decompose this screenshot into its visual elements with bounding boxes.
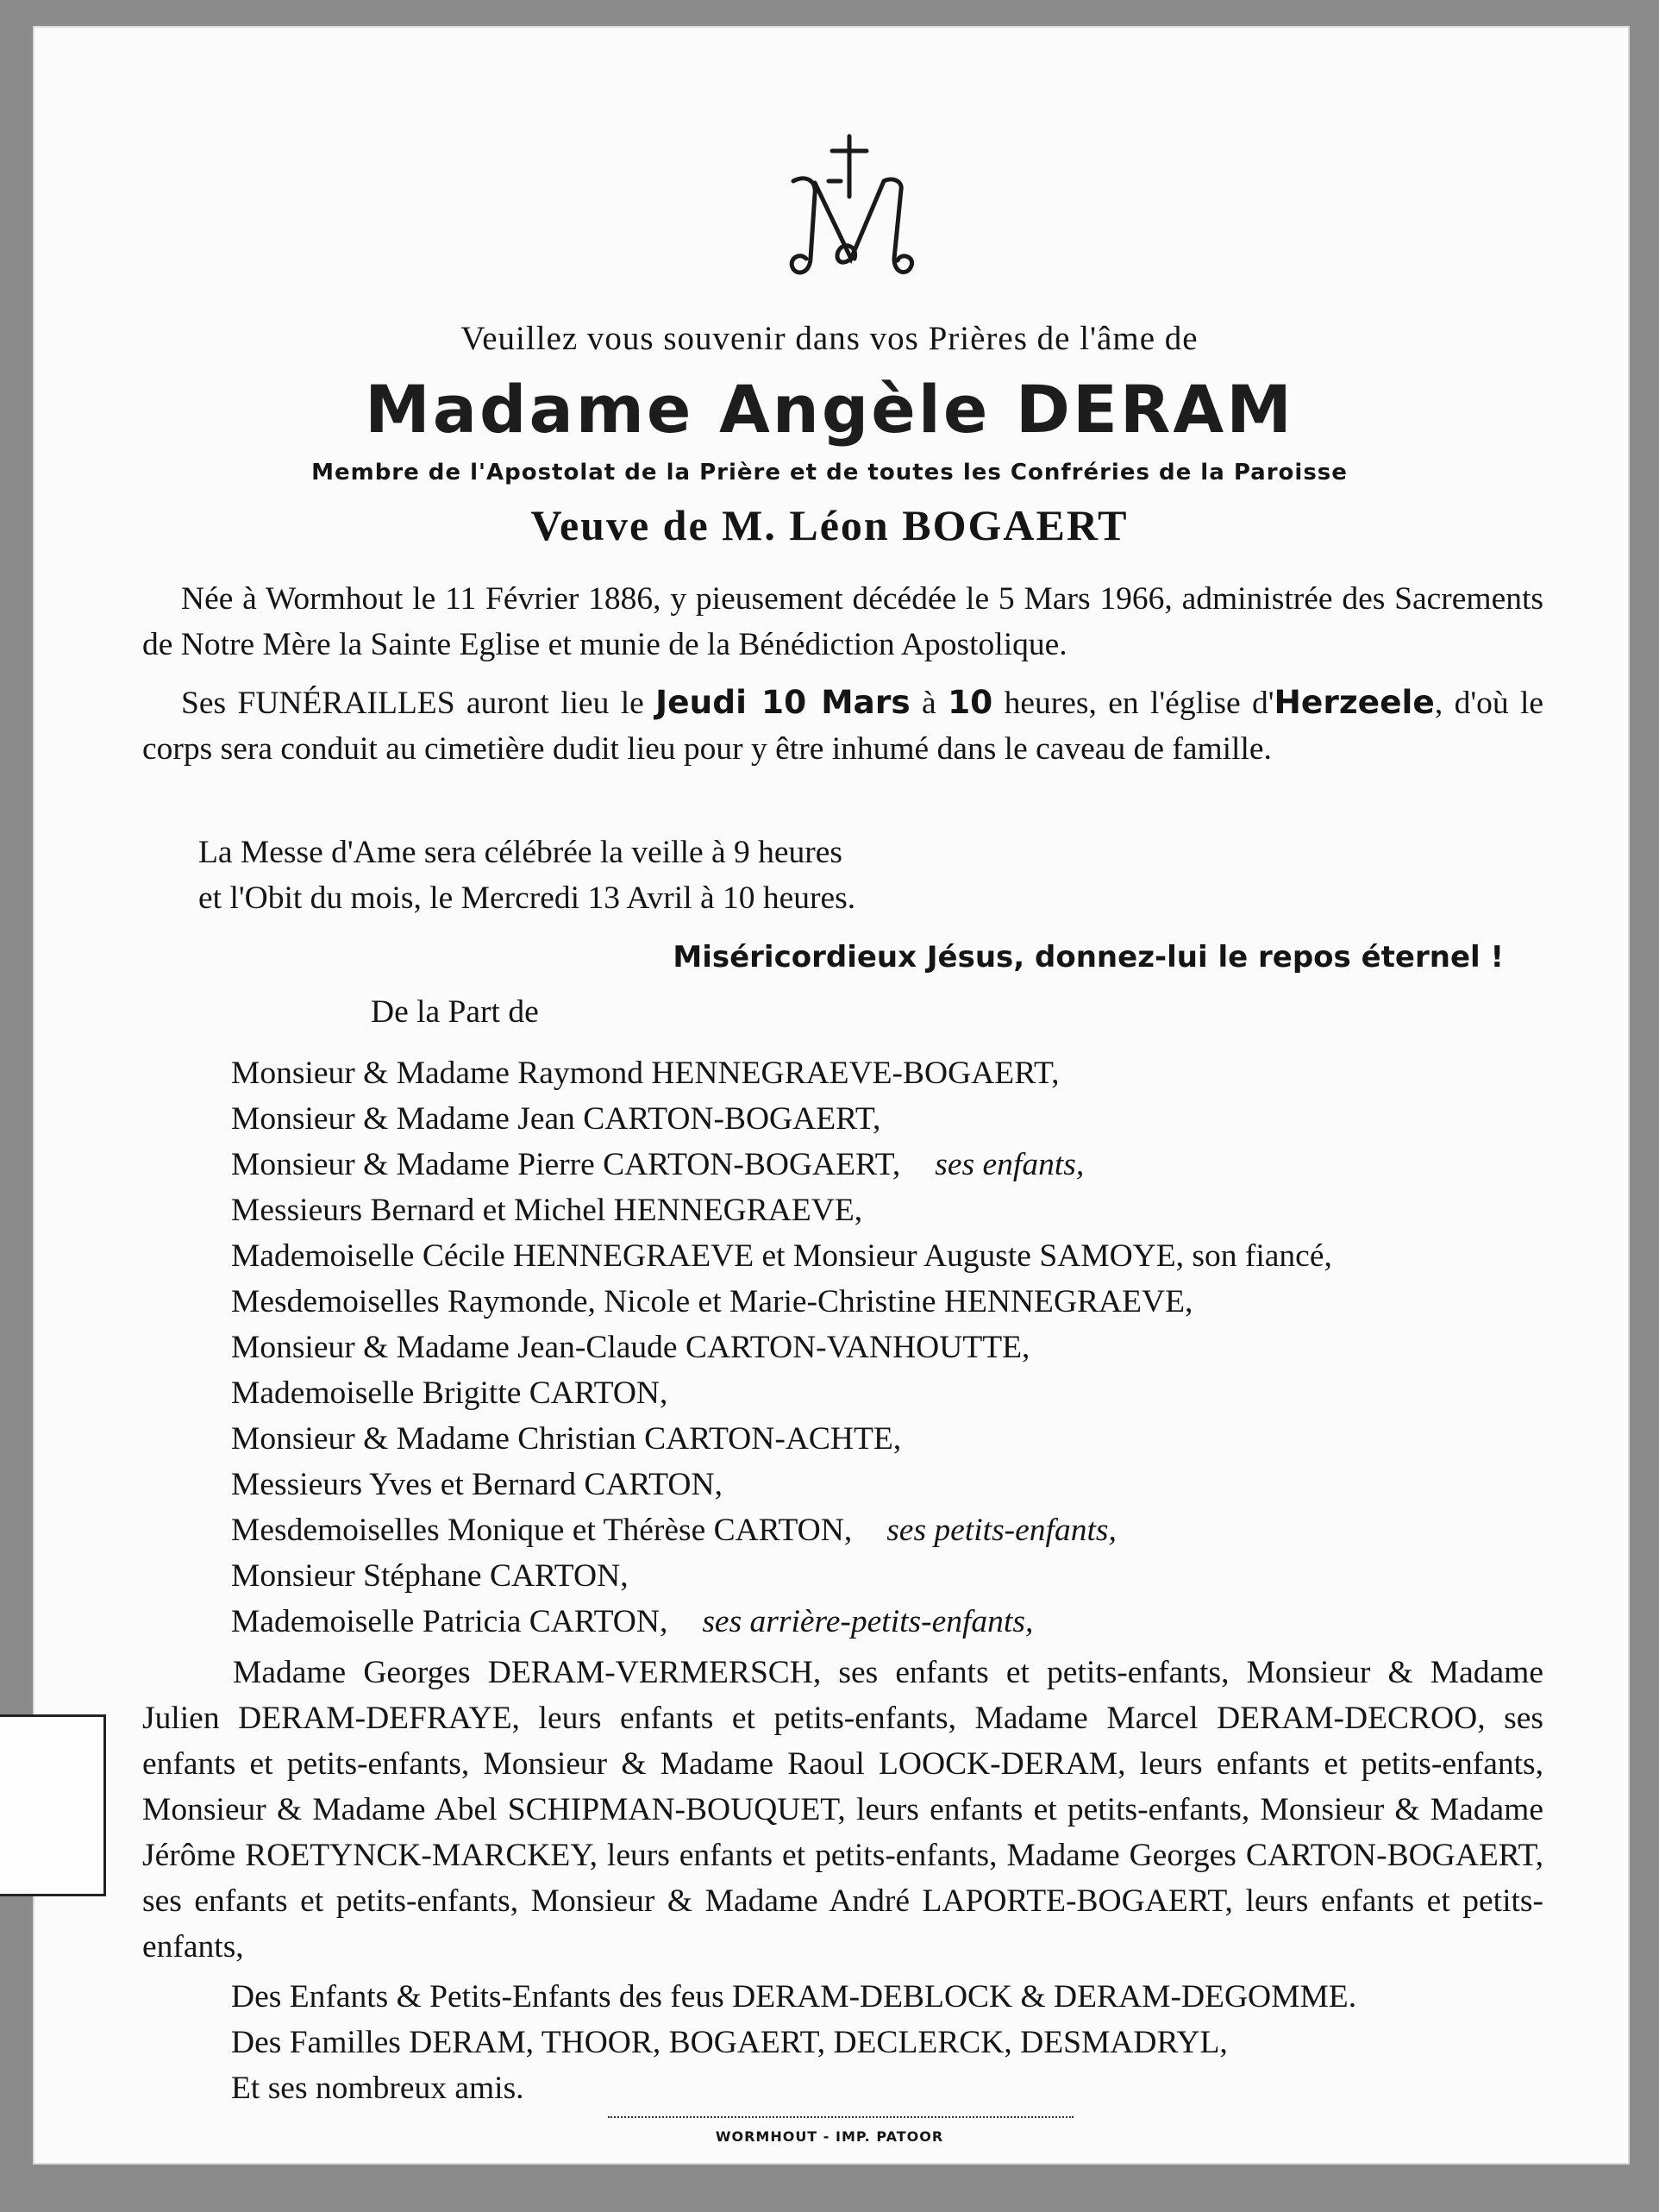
closing-line: Des Familles DERAM, THOOR, BOGAERT, DECLERCK, DESMADRYL, xyxy=(231,2025,1228,2060)
family-line: Messieurs Bernard et Michel HENNEGRAEVE, xyxy=(231,1193,863,1228)
prayer-line: Miséricordieux Jésus, donnez-lui le repos éternel ! xyxy=(673,940,1504,974)
funeral-text: Ses FUNÉRAILLES auront lieu le xyxy=(181,686,644,721)
funeral-text: , d'où le corps sera conduit au cimetière dudit lieu pour y être inhumé dans le caveau de famille. xyxy=(142,686,1544,767)
family-name: Mesdemoiselles Monique et Thérèse CARTON, xyxy=(231,1513,853,1548)
extended-family-paragraph: Madame Georges DERAM-VERMERSCH, ses enfants et petits-enfants, Monsieur & Madame Julien DERAM-DEFRAYE, leurs enfants et petits-enfants, Madame Marcel DERAM-DECROO, ses enfants et petits-enfants, Monsieur & Madame Raoul LOOCK-DERAM, leurs enfants et petits-enfants, Monsieur & Madame Abel SCHIPMAN-BOUQUET, leurs enfants et petits-enfants, Monsieur & Madame Jérôme ROETYNCK-MARCKEY, leurs enfants et petits-enfants, Madame Georges CARTON-BOGAERT, ses enfants et petits-enfants, Monsieur & Madame André LAPORTE-BOGAERT, leurs enfants et petits-enfants, xyxy=(142,1655,1543,1964)
family-line: Mademoiselle Brigitte CARTON, xyxy=(231,1375,668,1411)
mass-line: La Messe d'Ame sera célébrée la veille à 9 heures xyxy=(198,835,843,870)
widow-of-line: Veuve de M. Léon BOGAERT xyxy=(530,501,1129,549)
closing-line: Et ses nombreux amis. xyxy=(231,2071,524,2106)
relation-children: ses enfants, xyxy=(935,1147,1085,1182)
funeral-text: heures, en l'église d' xyxy=(1004,686,1274,721)
de-la-part-heading: De la Part de xyxy=(371,994,539,1030)
obit-line: et l'Obit du mois, le Mercredi 13 Avril à 10 heures. xyxy=(198,880,856,916)
footer-rule xyxy=(608,2116,1074,2118)
family-line: Monsieur & Madame Christian CARTON-ACHTE, xyxy=(231,1421,902,1457)
relation-great-grandchildren: ses arrière-petits-enfants, xyxy=(702,1604,1034,1639)
closing-line: Des Enfants & Petits-Enfants des feus DERAM-DEBLOCK & DERAM-DEGOMME. xyxy=(231,1979,1357,2015)
family-line xyxy=(231,1507,1117,1553)
deceased-name: Madame Angèle DERAM xyxy=(365,371,1294,448)
funeral-at: à xyxy=(922,686,936,721)
intro-line: Veuillez vous souvenir dans vos Prières de l'âme de xyxy=(460,320,1199,357)
family-name: Mademoiselle Patricia CARTON, xyxy=(231,1604,668,1639)
printer-credit: WORMHOUT - IMP. PATOOR xyxy=(715,2128,944,2145)
family-line: Monsieur & Madame Jean-Claude CARTON-VANHOUTTE, xyxy=(231,1330,1030,1365)
funeral-paragraph xyxy=(142,680,1543,772)
family-line xyxy=(231,1599,1033,1645)
family-line: Messieurs Yves et Bernard CARTON, xyxy=(231,1467,723,1502)
marian-monogram-cross-icon xyxy=(772,129,927,285)
funeral-day: Jeudi 10 Mars xyxy=(655,683,911,721)
funeral-hour: 10 xyxy=(948,683,993,721)
membership-line: Membre de l'Apostolat de la Prière et de toutes les Confréries de la Paroisse xyxy=(311,460,1348,486)
family-line: Mesdemoiselles Raymonde, Nicole et Marie-Christine HENNEGRAEVE, xyxy=(231,1284,1193,1319)
paper-tab xyxy=(0,1714,106,1896)
family-name: Monsieur & Madame Pierre CARTON-BOGAERT, xyxy=(231,1147,901,1182)
funeral-town: Herzeele xyxy=(1274,683,1435,721)
relation-grandchildren: ses petits-enfants, xyxy=(886,1513,1117,1548)
family-line: Mademoiselle Cécile HENNEGRAEVE et Monsieur Auguste SAMOYE, son fiancé, xyxy=(231,1238,1332,1274)
family-line: Monsieur & Madame Raymond HENNEGRAEVE-BOGAERT, xyxy=(231,1056,1060,1091)
family-line xyxy=(231,1142,1084,1187)
birth-death-paragraph: Née à Wormhout le 11 Février 1886, y pieusement décédée le 5 Mars 1966, administrée des Sacrements de Notre Mère la Sainte Eglise et munie de la Bénédiction Apostolique. xyxy=(142,581,1543,662)
family-line: Monsieur & Madame Jean CARTON-BOGAERT, xyxy=(231,1101,881,1137)
family-line: Monsieur Stéphane CARTON, xyxy=(231,1558,629,1594)
